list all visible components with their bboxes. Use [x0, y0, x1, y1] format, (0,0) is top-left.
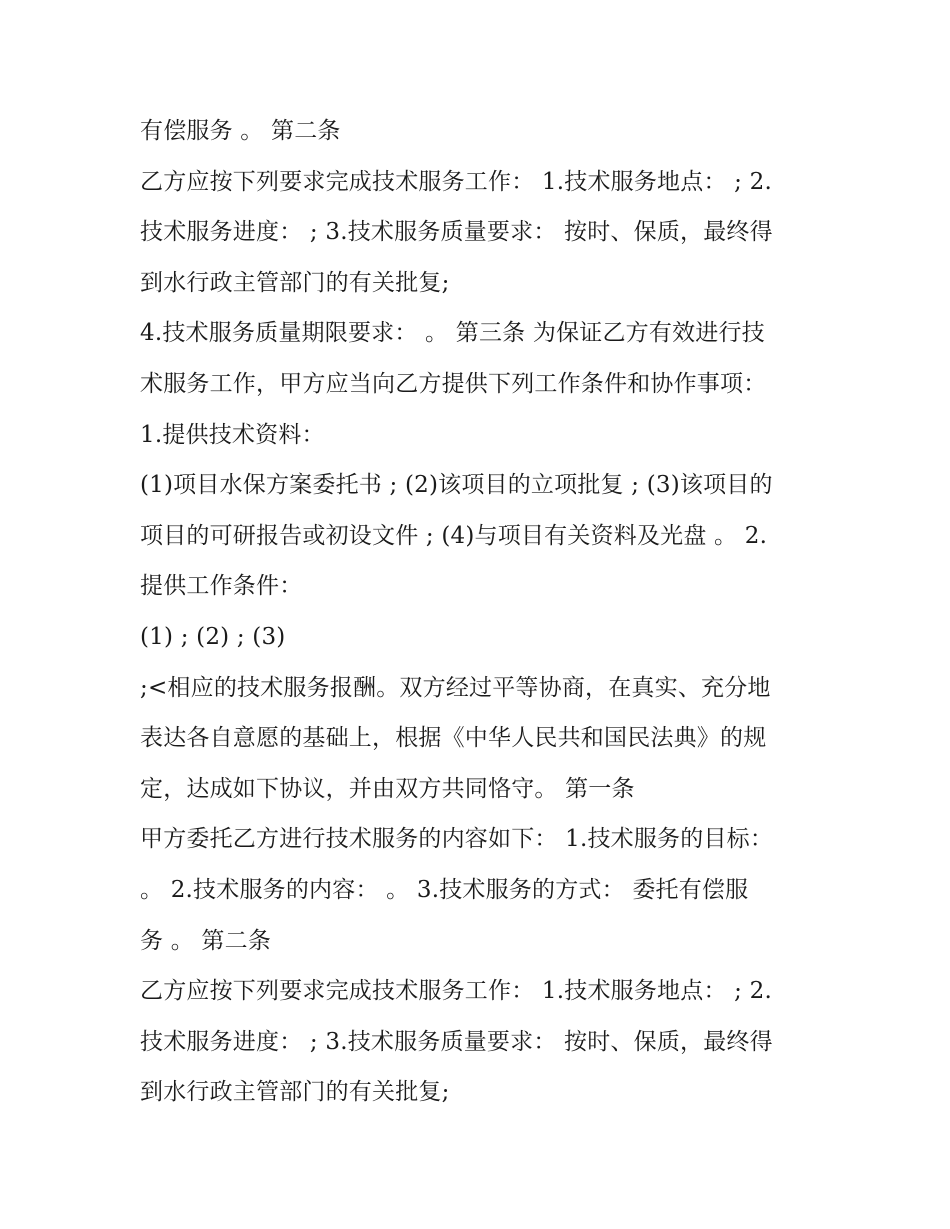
- text-line: 项目的可研报告或初设文件 ; (4)与项目有关资料及光盘 。 2.: [140, 522, 768, 549]
- text-line: (1) ; (2) ; (3): [140, 623, 286, 650]
- text-line: 乙方应按下列要求完成技术服务工作： 1.技术服务地点： ; 2.: [140, 978, 772, 1005]
- text-line: 术服务工作，甲方应当向乙方提供下列工作条件和协作事项：: [140, 370, 767, 397]
- text-line: 到水行政主管部门的有关批复;: [140, 269, 450, 296]
- text-line: 技术服务进度： ; 3.技术服务质量要求： 按时、保质，最终得: [140, 1028, 773, 1055]
- text-line: 1.提供技术资料：: [140, 421, 325, 448]
- text-line: 技术服务进度： ; 3.技术服务质量要求： 按时、保质，最终得: [140, 219, 773, 246]
- text-line: 甲方委托乙方进行技术服务的内容如下： 1.技术服务的目标：: [140, 826, 774, 853]
- text-line: 有偿服务 。 第二条: [140, 118, 341, 144]
- contract-text: [140, 106, 840, 1118]
- text-line: 务 。 第二条: [140, 927, 272, 954]
- text-line: 4.技术服务质量期限要求： 。 第三条 为保证乙方有效进行技: [140, 320, 765, 347]
- text-line: 。 2.技术服务的内容： 。 3.技术服务的方式： 委托有偿服: [140, 876, 749, 903]
- text-line: ;<相应的技术服务报酬。双方经过平等协商，在真实、充分地: [140, 674, 771, 701]
- text-line: 乙方应按下列要求完成技术服务工作： 1.技术服务地点： ; 2.: [140, 168, 772, 195]
- text-line: 到水行政主管部门的有关批复;: [140, 1079, 450, 1106]
- text-line: 提供工作条件：: [140, 573, 303, 600]
- text-line: 定，达成如下协议，并由双方共同恪守。 第一条: [140, 775, 635, 802]
- text-line: (1)项目水保方案委托书 ; (2)该项目的立项批复 ; (3)该项目的: [140, 472, 773, 499]
- text-line: 表达各自意愿的基础上，根据《中华人民共和国民法典》的规: [140, 725, 767, 752]
